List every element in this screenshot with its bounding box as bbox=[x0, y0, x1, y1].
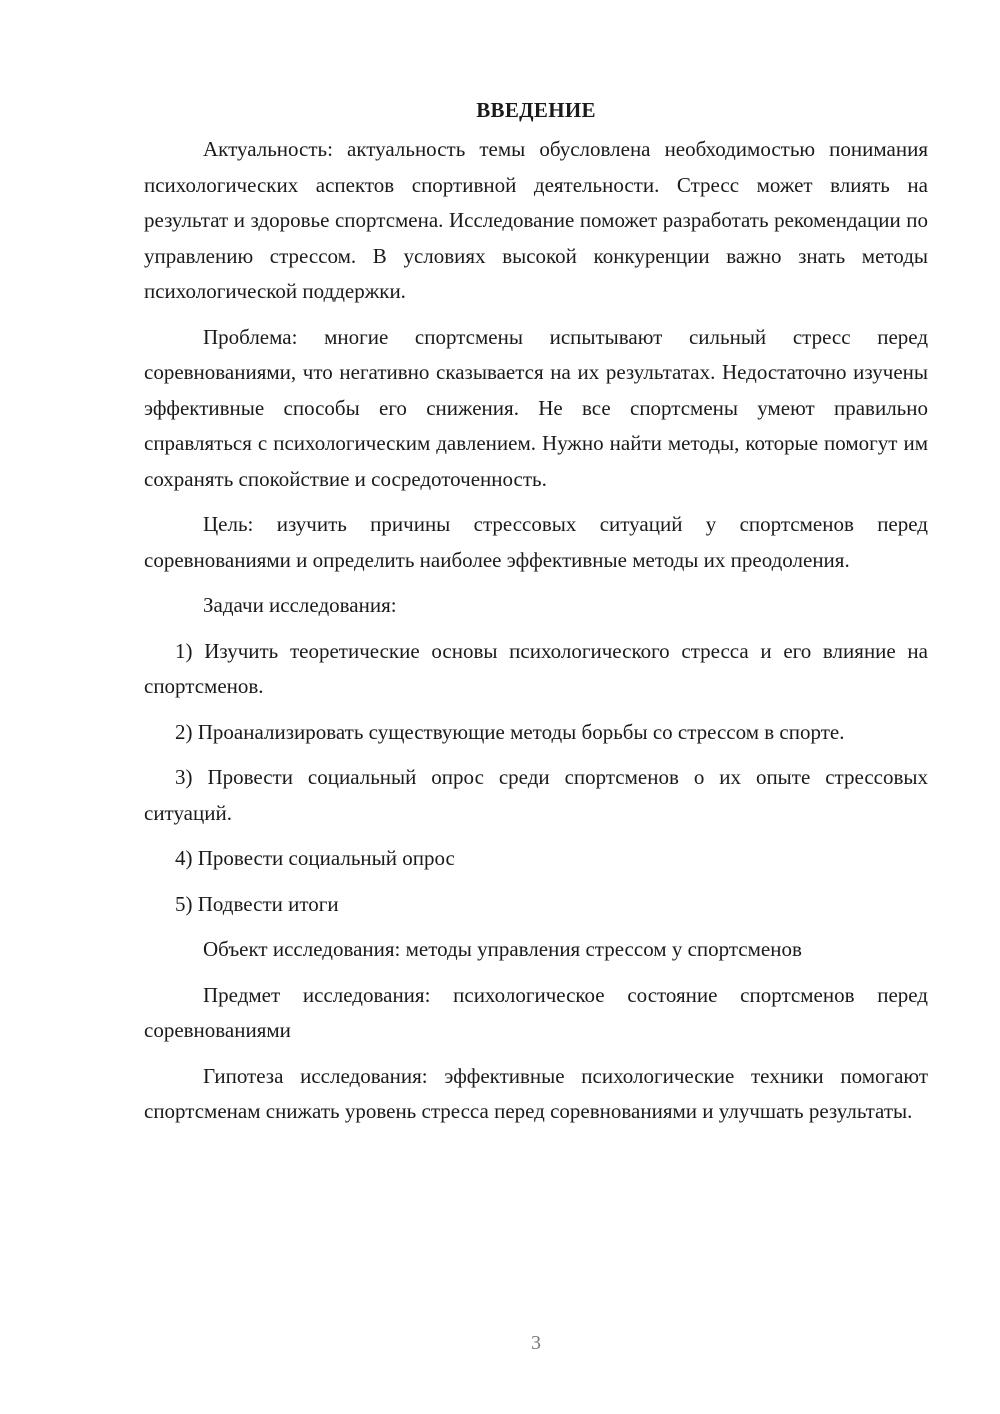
task-item-5: 5) Подвести итоги bbox=[175, 891, 339, 916]
object-paragraph: Объект исследования: методы управления стрессом у спортсменов bbox=[203, 937, 802, 961]
task-item-4: 4) Провести социальный опрос bbox=[175, 846, 455, 870]
subject-paragraph: Предмет исследования: психологическое состояние спортсменов перед соревнованиями bbox=[144, 982, 928, 1042]
goal-paragraph: Цель: изучить причины стрессовых ситуаций у спортсменов перед соревнованиями и определить наиболее эффективные методы их преодоления. bbox=[144, 512, 928, 572]
task-item-1: 1) Изучить теоретические основы психологического стресса и его влияние на спортсменов. bbox=[144, 638, 928, 698]
task-item-2: 2) Проанализировать существующие методы борьбы со стрессом в спорте. bbox=[175, 719, 845, 744]
page-heading: ВВЕДЕНИЕ bbox=[476, 98, 596, 122]
document-page bbox=[144, 92, 928, 1140]
page-number: 3 bbox=[531, 1332, 541, 1354]
relevance-paragraph: Актуальность: актуальность темы обусловлена необходимостью понимания психологических аспектов спортивной деятельности. Стресс может влиять на результат и здоровье спортсмена. Исследование поможет разработать рекомендации по управлению стрессом. В условиях высокой конкуренции важно знать методы психологической поддержки. bbox=[144, 137, 928, 303]
problem-paragraph: Проблема: многие спортсмены испытывают сильный стресс перед соревнованиями, что негативно сказывается на их результатах. Недостаточно изучены эффективные способы его снижения. Не все спортсмены умеют правильно справляться с психологическим давлением. Нужно найти методы, которые помогут им сохранять спокойствие и сосредоточенность. bbox=[144, 324, 928, 491]
tasks-title: Задачи исследования: bbox=[203, 593, 397, 617]
task-item-3: 3) Провести социальный опрос среди спортсменов о их опыте стрессовых ситуаций. bbox=[144, 765, 928, 825]
hypothesis-paragraph: Гипотеза исследования: эффективные психологические техники помогают спортсменам снижать уровень стресса перед соревнованиями и улучшать результаты. bbox=[144, 1063, 928, 1123]
